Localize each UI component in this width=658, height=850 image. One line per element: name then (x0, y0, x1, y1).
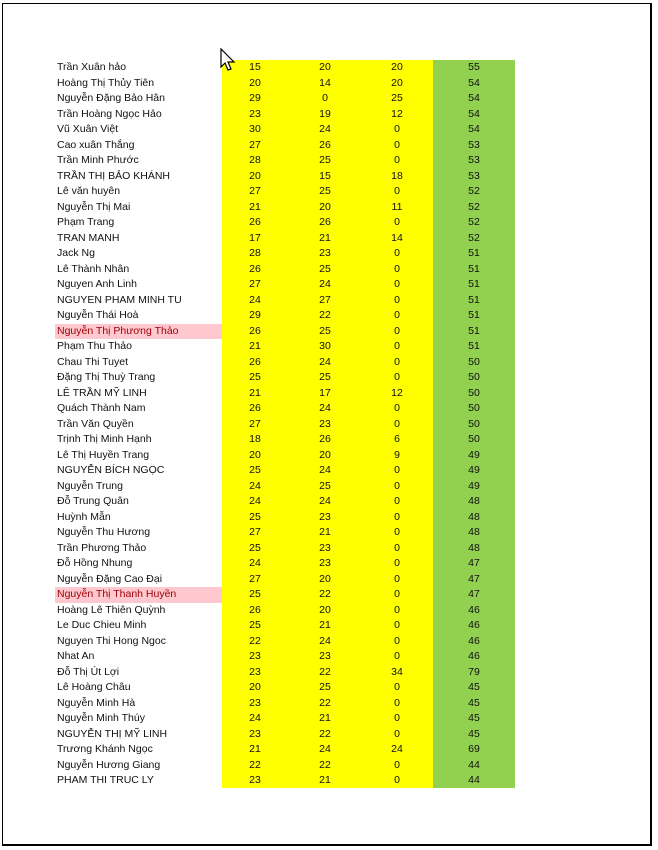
table-row[interactable] (0, 169, 658, 185)
score-c-cell[interactable]: 12 (391, 386, 403, 399)
total-score-cell[interactable]: 44 (468, 758, 480, 771)
student-name-cell[interactable]: Trịnh Thị Minh Hạnh (57, 433, 152, 445)
score-a-cell[interactable]: 26 (249, 355, 261, 368)
score-c-cell[interactable]: 11 (391, 200, 403, 213)
total-score-cell[interactable]: 48 (468, 541, 480, 554)
score-a-cell[interactable]: 20 (249, 76, 261, 89)
student-name-cell[interactable]: Trần Minh Phước (57, 154, 139, 166)
table-row[interactable] (0, 339, 658, 355)
score-b-cell[interactable]: 20 (319, 200, 331, 213)
score-c-cell[interactable]: 0 (394, 138, 400, 151)
score-c-cell[interactable]: 0 (394, 588, 400, 600)
score-c-cell[interactable]: 0 (394, 355, 400, 368)
table-row[interactable] (0, 60, 658, 76)
score-a-cell[interactable]: 26 (249, 402, 261, 414)
score-c-cell[interactable]: 0 (394, 727, 400, 740)
score-c-cell[interactable]: 0 (394, 293, 400, 306)
score-b-cell[interactable]: 24 (319, 743, 331, 755)
table-row[interactable] (0, 401, 658, 417)
total-score-cell[interactable]: 50 (468, 433, 480, 445)
total-score-cell[interactable]: 49 (468, 479, 480, 492)
total-score-cell[interactable]: 47 (468, 588, 480, 600)
score-c-cell[interactable]: 0 (394, 650, 400, 662)
student-name-cell[interactable]: Huỳnh Mẫn (57, 510, 111, 523)
score-b-cell[interactable]: 23 (319, 541, 331, 554)
score-a-cell[interactable]: 29 (249, 309, 261, 321)
score-b-cell[interactable]: 24 (319, 123, 331, 135)
score-b-cell[interactable]: 27 (319, 293, 331, 306)
student-name-cell[interactable]: Phạm Trang (57, 216, 115, 228)
table-row[interactable] (0, 138, 658, 154)
student-name-cell[interactable]: Vũ Xuân Việt (57, 123, 119, 135)
table-row[interactable] (0, 153, 658, 169)
total-score-cell[interactable]: 51 (468, 340, 480, 352)
score-c-cell[interactable]: 0 (394, 262, 400, 275)
score-b-cell[interactable]: 24 (319, 495, 331, 507)
total-score-cell[interactable]: 53 (468, 154, 480, 166)
score-c-cell[interactable]: 0 (394, 526, 400, 538)
total-score-cell[interactable]: 44 (468, 774, 480, 786)
score-b-cell[interactable]: 26 (319, 433, 331, 445)
score-c-cell[interactable]: 0 (394, 619, 400, 631)
score-c-cell[interactable]: 0 (394, 216, 400, 228)
student-name-cell[interactable]: Nguyễn Thu Hương (57, 526, 151, 538)
student-name-cell[interactable]: TRẦN THỊ BẢO KHÁNH (57, 169, 170, 182)
score-b-cell[interactable]: 20 (319, 603, 331, 616)
student-name-cell[interactable]: Trần Hoàng Ngọc Hảo (57, 107, 162, 120)
score-a-cell[interactable]: 23 (249, 107, 261, 120)
total-score-cell[interactable]: 51 (468, 262, 480, 275)
score-a-cell[interactable]: 26 (249, 324, 261, 337)
score-a-cell[interactable]: 17 (249, 231, 261, 244)
table-row[interactable] (0, 277, 658, 293)
score-c-cell[interactable]: 0 (394, 712, 400, 724)
table-row[interactable] (0, 262, 658, 278)
table-row[interactable] (0, 432, 658, 448)
table-row[interactable] (0, 742, 658, 758)
total-score-cell[interactable]: 47 (468, 572, 480, 585)
student-name-cell[interactable]: Nguyen Anh Linh (57, 278, 137, 290)
score-a-cell[interactable]: 27 (249, 185, 261, 197)
score-a-cell[interactable]: 23 (249, 696, 261, 709)
score-b-cell[interactable]: 24 (319, 355, 331, 368)
table-row[interactable] (0, 541, 658, 557)
student-name-cell[interactable]: Đặng Thị Thuỳ Trang (57, 371, 156, 383)
student-name-cell[interactable]: Jack Ng (57, 247, 95, 259)
score-a-cell[interactable]: 27 (249, 526, 261, 538)
score-a-cell[interactable]: 24 (249, 293, 261, 306)
score-a-cell[interactable]: 27 (249, 572, 261, 585)
total-score-cell[interactable]: 51 (468, 324, 480, 337)
total-score-cell[interactable]: 46 (468, 603, 480, 616)
total-score-cell[interactable]: 79 (468, 665, 480, 678)
total-score-cell[interactable]: 45 (468, 681, 480, 693)
table-row[interactable] (0, 618, 658, 634)
score-b-cell[interactable]: 14 (319, 76, 331, 89)
score-a-cell[interactable]: 18 (249, 433, 261, 445)
table-row[interactable] (0, 215, 658, 231)
score-c-cell[interactable]: 0 (394, 557, 400, 569)
table-row[interactable] (0, 758, 658, 774)
total-score-cell[interactable]: 54 (468, 92, 480, 104)
score-a-cell[interactable]: 25 (249, 619, 261, 631)
score-c-cell[interactable]: 0 (394, 572, 400, 585)
total-score-cell[interactable]: 50 (468, 371, 480, 383)
score-c-cell[interactable]: 20 (391, 76, 403, 89)
score-c-cell[interactable]: 6 (394, 433, 400, 445)
score-a-cell[interactable]: 26 (249, 216, 261, 228)
score-a-cell[interactable]: 27 (249, 278, 261, 290)
score-b-cell[interactable]: 24 (319, 634, 331, 647)
score-c-cell[interactable]: 0 (394, 417, 400, 430)
student-name-cell[interactable]: Nguyễn Đặng Cao Đại (57, 572, 163, 585)
score-b-cell[interactable]: 23 (319, 247, 331, 259)
score-c-cell[interactable]: 25 (391, 92, 403, 104)
table-row[interactable] (0, 91, 658, 107)
total-score-cell[interactable]: 54 (468, 76, 480, 89)
total-score-cell[interactable]: 52 (468, 185, 480, 197)
score-b-cell[interactable]: 24 (319, 402, 331, 414)
score-a-cell[interactable]: 15 (249, 61, 261, 73)
score-c-cell[interactable]: 0 (394, 479, 400, 492)
table-row[interactable] (0, 556, 658, 572)
score-b-cell[interactable]: 22 (319, 588, 331, 600)
table-row[interactable] (0, 355, 658, 371)
student-name-cell[interactable]: Nguyễn Minh Hà (57, 696, 136, 709)
student-name-cell[interactable]: Lê Hoàng Châu (57, 681, 131, 693)
total-score-cell[interactable]: 45 (468, 712, 480, 724)
student-name-cell[interactable]: Hoàng Lê Thiên Quỳnh (57, 603, 166, 616)
table-row[interactable] (0, 246, 658, 262)
total-score-cell[interactable]: 46 (468, 650, 480, 662)
total-score-cell[interactable]: 51 (468, 247, 480, 259)
student-name-cell[interactable]: Cao xuân Thắng (57, 138, 135, 151)
score-b-cell[interactable]: 21 (319, 231, 331, 244)
table-row[interactable] (0, 448, 658, 464)
table-row[interactable] (0, 572, 658, 588)
score-b-cell[interactable]: 15 (319, 169, 331, 182)
score-table (0, 60, 658, 789)
score-b-cell[interactable]: 25 (319, 681, 331, 693)
student-name-cell[interactable]: Trần Phương Thảo (57, 541, 147, 554)
student-name-cell[interactable]: NGUYỄN BÍCH NGỌC (57, 464, 165, 476)
score-a-cell[interactable]: 26 (249, 603, 261, 616)
total-score-cell[interactable]: 69 (468, 743, 480, 755)
score-b-cell[interactable]: 20 (319, 448, 331, 461)
table-row[interactable] (0, 494, 658, 510)
student-name-cell[interactable]: Chau Thi Tuyet (57, 355, 129, 368)
score-c-cell[interactable]: 9 (394, 448, 400, 461)
student-name-cell[interactable]: Phạm Thu Thảo (57, 340, 132, 352)
total-score-cell[interactable]: 50 (468, 402, 480, 414)
score-a-cell[interactable]: 24 (249, 557, 261, 569)
score-a-cell[interactable]: 28 (249, 247, 261, 259)
table-row[interactable] (0, 479, 658, 495)
total-score-cell[interactable]: 50 (468, 386, 480, 399)
score-b-cell[interactable]: 24 (319, 464, 331, 476)
total-score-cell[interactable]: 46 (468, 619, 480, 631)
total-score-cell[interactable]: 52 (468, 231, 480, 244)
total-score-cell[interactable]: 52 (468, 216, 480, 228)
score-a-cell[interactable]: 30 (249, 123, 261, 135)
total-score-cell[interactable]: 48 (468, 495, 480, 507)
score-c-cell[interactable]: 0 (394, 402, 400, 414)
score-c-cell[interactable]: 14 (391, 231, 403, 244)
table-row[interactable] (0, 711, 658, 727)
score-c-cell[interactable]: 0 (394, 154, 400, 166)
score-a-cell[interactable]: 24 (249, 712, 261, 724)
score-b-cell[interactable]: 22 (319, 727, 331, 740)
score-b-cell[interactable]: 21 (319, 619, 331, 631)
total-score-cell[interactable]: 48 (468, 526, 480, 538)
table-row[interactable] (0, 634, 658, 650)
score-b-cell[interactable]: 23 (319, 650, 331, 662)
student-name-cell[interactable]: Nguyễn Đặng Bảo Hân (57, 92, 165, 104)
score-a-cell[interactable]: 25 (249, 510, 261, 523)
score-b-cell[interactable]: 24 (319, 278, 331, 290)
table-row[interactable] (0, 525, 658, 541)
score-c-cell[interactable]: 0 (394, 324, 400, 337)
student-name-cell[interactable]: Nguyễn Thái Hoà (57, 309, 139, 321)
score-a-cell[interactable]: 21 (249, 200, 261, 213)
total-score-cell[interactable]: 48 (468, 510, 480, 523)
table-row[interactable] (0, 680, 658, 696)
score-c-cell[interactable]: 0 (394, 340, 400, 352)
student-name-cell[interactable]: Lê văn huyên (57, 185, 121, 197)
score-c-cell[interactable]: 0 (394, 371, 400, 383)
student-name-cell[interactable]: Nguyễn Thị Mai (57, 200, 131, 213)
mouse-pointer-icon (220, 48, 236, 72)
score-c-cell[interactable]: 20 (391, 61, 403, 73)
table-row[interactable] (0, 184, 658, 200)
score-a-cell[interactable]: 27 (249, 417, 261, 430)
score-c-cell[interactable]: 0 (394, 603, 400, 616)
score-a-cell[interactable]: 26 (249, 262, 261, 275)
student-name-cell[interactable]: TRAN MANH (57, 231, 120, 244)
student-name-cell[interactable]: Nguyễn Minh Thúy (57, 712, 145, 724)
score-c-cell[interactable]: 0 (394, 541, 400, 554)
score-b-cell[interactable]: 25 (319, 324, 331, 337)
total-score-cell[interactable]: 51 (468, 278, 480, 290)
table-row[interactable] (0, 107, 658, 123)
student-name-cell[interactable]: Nguyen Thi Hong Ngoc (57, 634, 166, 647)
score-b-cell[interactable]: 23 (319, 557, 331, 569)
score-b-cell[interactable]: 23 (319, 417, 331, 430)
score-a-cell[interactable]: 22 (249, 758, 261, 771)
score-b-cell[interactable]: 25 (319, 185, 331, 197)
student-name-cell[interactable]: LÊ TRẦN MỸ LINH (57, 386, 147, 399)
total-score-cell[interactable]: 50 (468, 355, 480, 368)
score-c-cell[interactable]: 0 (394, 696, 400, 709)
total-score-cell[interactable]: 46 (468, 634, 480, 647)
student-name-cell[interactable]: Trương Khánh Ngọc (57, 743, 153, 755)
table-row[interactable] (0, 696, 658, 712)
table-row[interactable] (0, 665, 658, 681)
score-b-cell[interactable]: 26 (319, 216, 331, 228)
score-b-cell[interactable]: 22 (319, 758, 331, 771)
total-score-cell[interactable]: 47 (468, 557, 480, 569)
score-a-cell[interactable]: 23 (249, 650, 261, 662)
student-name-cell[interactable]: Đỗ Trung Quân (57, 495, 129, 507)
table-row[interactable] (0, 200, 658, 216)
student-name-cell[interactable]: Nguyễn Thị Phương Thảo (55, 324, 222, 340)
score-c-cell[interactable]: 0 (394, 309, 400, 321)
score-a-cell[interactable]: 21 (249, 340, 261, 352)
score-c-cell[interactable]: 0 (394, 758, 400, 771)
total-score-cell[interactable]: 45 (468, 727, 480, 740)
student-name-cell[interactable]: NGUYEN PHAM MINH TU (57, 293, 182, 306)
table-row[interactable] (0, 463, 658, 479)
score-b-cell[interactable]: 20 (319, 61, 331, 73)
score-a-cell[interactable]: 21 (249, 386, 261, 399)
score-a-cell[interactable]: 25 (249, 588, 261, 600)
score-a-cell[interactable]: 25 (249, 371, 261, 383)
score-c-cell[interactable]: 0 (394, 774, 400, 786)
table-row[interactable] (0, 324, 658, 340)
student-name-cell[interactable]: Hoàng Thị Thủy Tiên (57, 76, 155, 89)
table-row[interactable] (0, 587, 658, 603)
score-c-cell[interactable]: 0 (394, 123, 400, 135)
total-score-cell[interactable]: 54 (468, 107, 480, 120)
score-b-cell[interactable]: 23 (319, 510, 331, 523)
table-row[interactable] (0, 76, 658, 92)
score-a-cell[interactable]: 20 (249, 681, 261, 693)
score-a-cell[interactable]: 23 (249, 774, 261, 786)
score-b-cell[interactable]: 25 (319, 479, 331, 492)
table-row[interactable] (0, 603, 658, 619)
student-name-cell[interactable]: Nguyễn Hương Giang (57, 758, 161, 771)
table-row[interactable] (0, 510, 658, 526)
total-score-cell[interactable]: 52 (468, 200, 480, 213)
student-name-cell[interactable]: Lê Thị Huyền Trang (57, 448, 150, 461)
table-row[interactable] (0, 386, 658, 402)
score-a-cell[interactable]: 22 (249, 634, 261, 647)
score-a-cell[interactable]: 20 (249, 169, 261, 182)
score-c-cell[interactable]: 0 (394, 495, 400, 507)
score-c-cell[interactable]: 0 (394, 185, 400, 197)
total-score-cell[interactable]: 49 (468, 464, 480, 476)
table-row[interactable] (0, 231, 658, 247)
score-b-cell[interactable]: 17 (319, 386, 331, 399)
score-c-cell[interactable]: 24 (391, 743, 403, 755)
score-a-cell[interactable]: 25 (249, 464, 261, 476)
table-row[interactable] (0, 773, 658, 789)
total-score-cell[interactable]: 53 (468, 138, 480, 151)
score-b-cell[interactable]: 0 (322, 92, 328, 104)
score-a-cell[interactable]: 29 (249, 92, 261, 104)
total-score-cell[interactable]: 45 (468, 696, 480, 709)
student-name-cell[interactable]: Nhat An (57, 650, 95, 662)
score-b-cell[interactable]: 25 (319, 371, 331, 383)
student-name-cell[interactable]: PHAM THI TRUC LY (57, 774, 154, 786)
student-name-cell[interactable]: Quách Thành Nam (57, 402, 146, 414)
score-a-cell[interactable]: 24 (249, 495, 261, 507)
score-b-cell[interactable]: 30 (319, 340, 331, 352)
student-name-cell[interactable]: Lê Thành Nhân (57, 262, 130, 275)
score-c-cell[interactable]: 0 (394, 464, 400, 476)
student-name-cell[interactable]: Trần Xuân hảo (57, 61, 127, 73)
score-a-cell[interactable]: 25 (249, 541, 261, 554)
student-name-cell[interactable]: Đỗ Thị Út Lợi (57, 665, 120, 678)
score-c-cell[interactable]: 0 (394, 510, 400, 523)
total-score-cell[interactable]: 55 (468, 61, 480, 73)
total-score-cell[interactable]: 51 (468, 309, 480, 321)
score-c-cell[interactable]: 0 (394, 634, 400, 647)
table-row[interactable] (0, 649, 658, 665)
score-a-cell[interactable]: 20 (249, 448, 261, 461)
student-name-cell[interactable]: NGUYỄN THỊ MỸ LINH (57, 727, 168, 740)
table-row[interactable] (0, 417, 658, 433)
score-b-cell[interactable]: 21 (319, 712, 331, 724)
student-name-cell[interactable]: Nguyễn Trung (57, 479, 123, 492)
student-name-cell[interactable]: Đỗ Hồng Nhung (57, 557, 133, 569)
score-c-cell[interactable]: 0 (394, 247, 400, 259)
total-score-cell[interactable]: 53 (468, 169, 480, 182)
total-score-cell[interactable]: 49 (468, 448, 480, 461)
score-b-cell[interactable]: 21 (319, 526, 331, 538)
score-a-cell[interactable]: 28 (249, 154, 261, 166)
score-a-cell[interactable]: 21 (249, 743, 261, 755)
score-b-cell[interactable]: 22 (319, 309, 331, 321)
score-b-cell[interactable]: 21 (319, 774, 331, 786)
score-c-cell[interactable]: 34 (391, 665, 403, 678)
table-row[interactable] (0, 727, 658, 743)
score-c-cell[interactable]: 12 (391, 107, 403, 120)
table-row[interactable] (0, 370, 658, 386)
score-a-cell[interactable]: 23 (249, 727, 261, 740)
student-name-cell[interactable]: Nguyễn Thị Thanh Huyền (55, 587, 222, 603)
score-b-cell[interactable]: 22 (319, 696, 331, 709)
score-b-cell[interactable]: 20 (319, 572, 331, 585)
table-row[interactable] (0, 293, 658, 309)
total-score-cell[interactable]: 54 (468, 123, 480, 135)
score-a-cell[interactable]: 27 (249, 138, 261, 151)
student-name-cell[interactable]: Trần Văn Quyền (57, 417, 134, 430)
score-a-cell[interactable]: 24 (249, 479, 261, 492)
table-row[interactable] (0, 308, 658, 324)
score-c-cell[interactable]: 0 (394, 278, 400, 290)
score-b-cell[interactable]: 26 (319, 138, 331, 151)
score-b-cell[interactable]: 25 (319, 154, 331, 166)
score-b-cell[interactable]: 22 (319, 665, 331, 678)
score-c-cell[interactable]: 0 (394, 681, 400, 693)
score-c-cell[interactable]: 18 (391, 169, 403, 182)
total-score-cell[interactable]: 50 (468, 417, 480, 430)
score-b-cell[interactable]: 25 (319, 262, 331, 275)
score-b-cell[interactable]: 19 (319, 107, 331, 120)
table-row[interactable] (0, 122, 658, 138)
score-a-cell[interactable]: 23 (249, 665, 261, 678)
student-name-cell[interactable]: Le Duc Chieu Minh (57, 619, 147, 631)
total-score-cell[interactable]: 51 (468, 293, 480, 306)
